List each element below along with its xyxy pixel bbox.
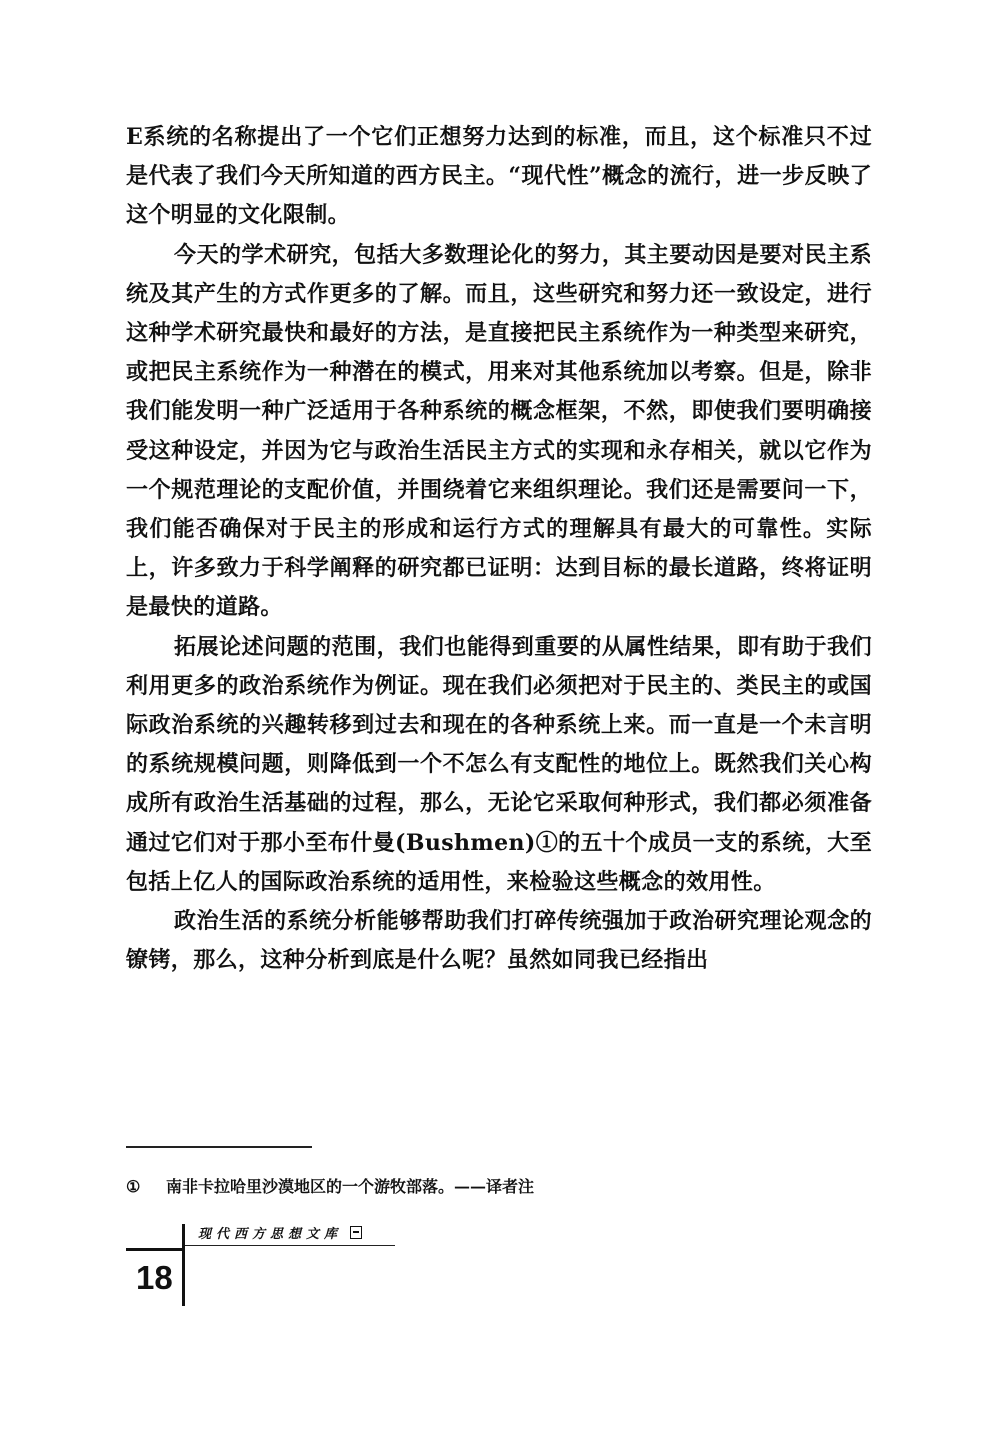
footer-horizontal-rule <box>126 1248 183 1251</box>
page-number: 18 <box>136 1259 173 1296</box>
footnote-mark: ① <box>126 1177 141 1196</box>
publisher-logo-icon <box>350 1226 362 1239</box>
paragraph-3: 拓展论述问题的范围，我们也能得到重要的从属性结果，即有助于我们利用更多的政治系统作为例证。现在我们必须把对于民主的、类民主的或国际政治系统的兴趣转移到过去和现在的各种系统上来。而一直是一个未言明的系统规模问题，则降低到一个不怎么有支配性的地位上。既然我们关心构成所有政治生活基础的过程，那么，无论它采取何种形式，我们都必须准备通过它们对于那小至布什曼(Bushmen)①的五十个成员一支的系统，大至包括上亿人的国际政治系统的适用性，来检验这些概念的效用性。 <box>126 633 872 895</box>
series-title <box>198 1226 362 1243</box>
footnote-text: 南非卡拉哈里沙漠地区的一个游牧部落。——译者注 <box>166 1177 535 1196</box>
series-title-text: 现代西方思想文库 <box>198 1227 343 1242</box>
body-text <box>126 118 872 980</box>
footnote <box>126 1176 826 1198</box>
footnote-divider <box>126 1146 312 1148</box>
footer-vertical-rule <box>182 1224 185 1306</box>
paragraph-1: E系统的名称提出了一个它们正想努力达到的标准，而且，这个标准只不过是代表了我们今天所知道的西方民主。“现代性”概念的流行，进一步反映了这个明显的文化限制。 <box>126 124 872 229</box>
page-footer <box>126 1224 416 1314</box>
paragraph-4: 政治生活的系统分析能够帮助我们打碎传统强加于政治研究理论观念的镣铐，那么，这种分析到底是什么呢？虽然如同我已经指出 <box>126 908 872 974</box>
paragraph-2: 今天的学术研究，包括大多数理论化的努力，其主要动因是要对民主系统及其产生的方式作更多的了解。而且，这些研究和努力还一致设定，进行这种学术研究最快和最好的方法，是直接把民主系统作为一种类型来研究，或把民主系统作为一种潜在的模式，用来对其他系统加以考察。但是，除非我们能发明一种广泛适用于各种系统的概念框架，不然，即使我们要明确接受这种设定，并因为它与政治生活民主方式的实现和永存相关，就以它作为一个规范理论的支配价值，并围绕着它来组织理论。我们还是需要问一下，我们能否确保对于民主的形成和运行方式的理解具有最大的可靠性。实际上，许多致力于科学阐释的研究都已证明：达到目标的最长道路，终将证明是最快的道路。 <box>126 241 872 621</box>
footer-series-underline <box>185 1245 395 1246</box>
